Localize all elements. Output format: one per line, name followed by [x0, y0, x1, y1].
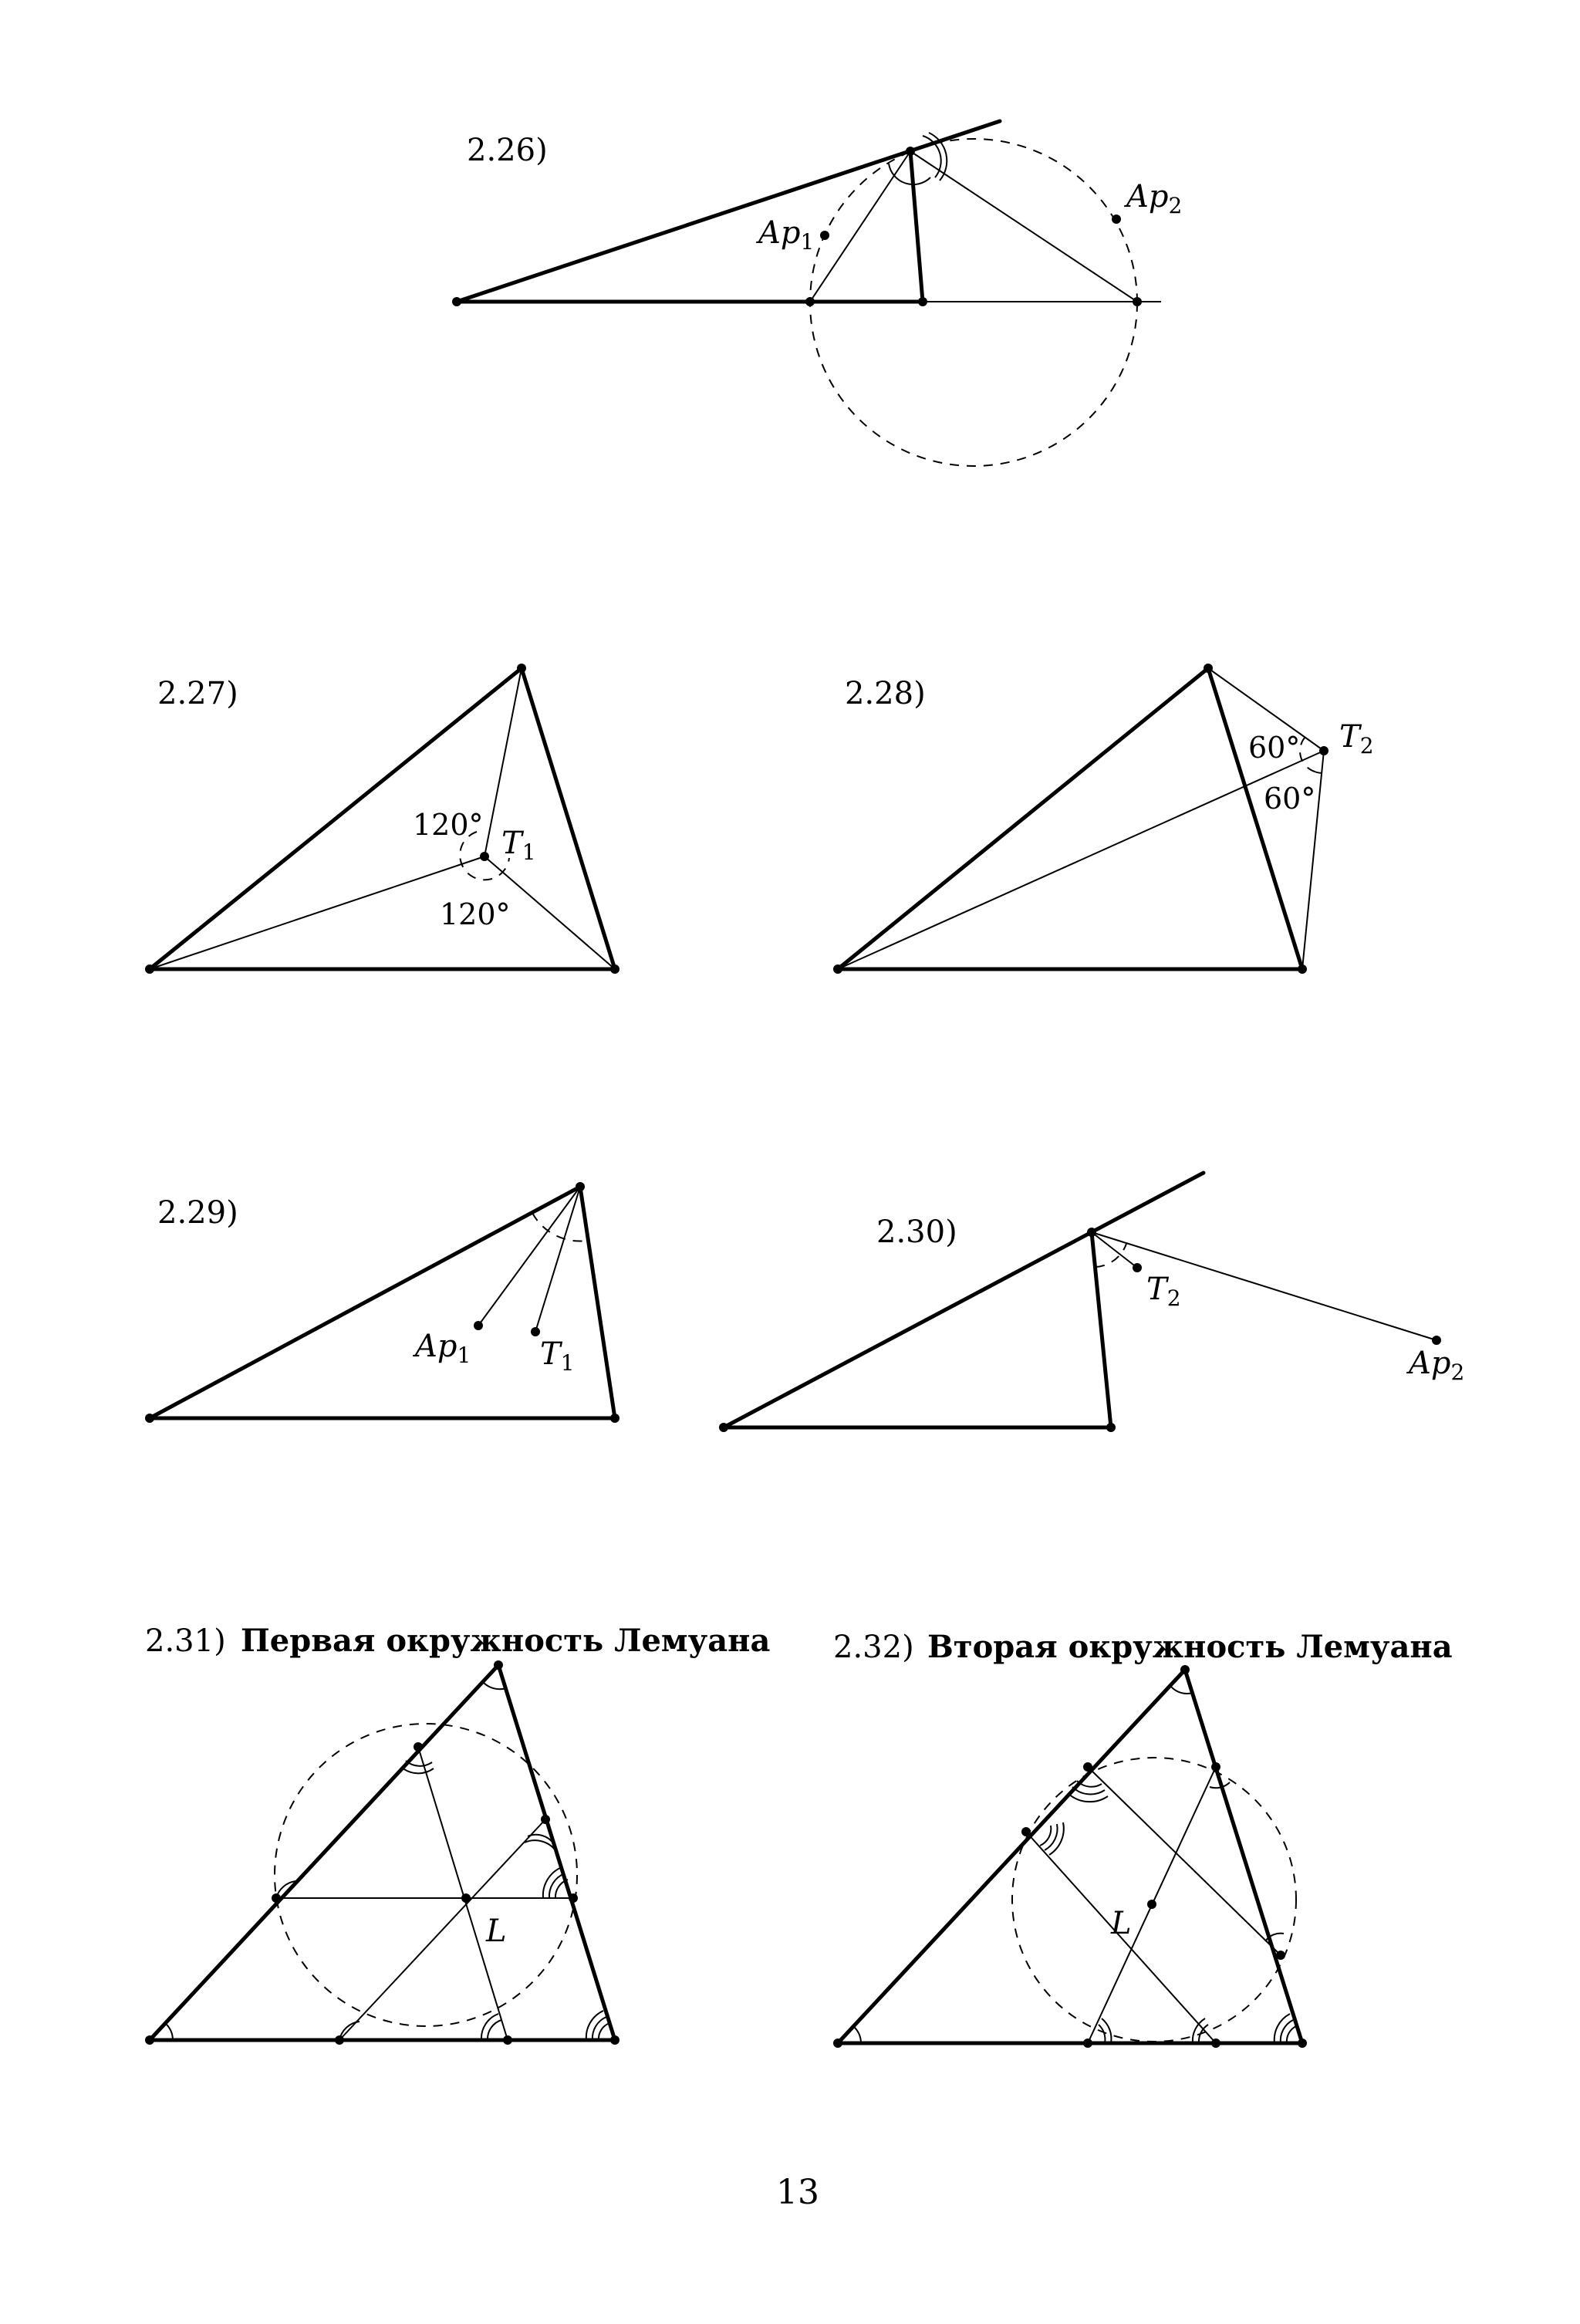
- point-2-29-c: [610, 1414, 620, 1423]
- point-2-26-top: [906, 147, 915, 156]
- point-2-26-d: [1133, 297, 1142, 306]
- point-t1-2-29: [531, 1327, 540, 1336]
- point-2-30-b: [1106, 1423, 1116, 1432]
- label-t1-2-27: $T_1$: [501, 826, 536, 865]
- point-2-31-f: [541, 1815, 550, 1824]
- figure-2-28: [833, 664, 1374, 974]
- parallel-left-2-31: [339, 1819, 545, 2040]
- line-t1-left-2-27: [150, 856, 484, 969]
- page-number: 13: [776, 2173, 819, 2212]
- line-left-2-26: [810, 151, 910, 302]
- problem-2-30-number: 2.30): [876, 1214, 957, 1250]
- figure-2-27: [145, 664, 620, 974]
- problem-2-29-number: 2.29): [157, 1195, 238, 1231]
- angle-p4b-2-31: [481, 2014, 498, 2040]
- label-ap1-2-29: $Ap_1$: [415, 1329, 471, 1368]
- angle-c1-2-32: [1287, 2026, 1296, 2043]
- point-2-30-a: [719, 1423, 728, 1432]
- point-t2-2-30: [1133, 1263, 1142, 1272]
- point-2-29-a: [145, 1414, 154, 1423]
- point-2-31-e: [272, 1893, 281, 1903]
- angle-p4-2-31: [488, 2020, 501, 2040]
- point-2-27-b: [517, 664, 526, 673]
- point-2-31-b: [494, 1660, 503, 1670]
- line-ap2-2-30: [1092, 1232, 1437, 1340]
- point-2-31-c: [610, 2035, 620, 2045]
- bisector-2-26: [910, 151, 923, 302]
- point-l-2-31: [461, 1893, 471, 1903]
- angle-p5c-2-31: [543, 1867, 562, 1898]
- problem-2-32-number: 2.32): [833, 1630, 914, 1665]
- point-l-2-32: [1147, 1900, 1156, 1909]
- label-60-top-2-28: 60°: [1248, 731, 1301, 765]
- problem-2-27-number: 2.27): [157, 676, 238, 711]
- point-2-31-a: [145, 2035, 154, 2045]
- point-2-32-f: [1021, 1827, 1031, 1836]
- angle-p1b-2-31: [401, 1767, 434, 1773]
- point-2-28-c: [1298, 964, 1307, 974]
- point-2-26-a: [452, 297, 461, 306]
- angle-p3-2-32: [1099, 2025, 1105, 2043]
- triangle-2-31: [150, 1665, 615, 2040]
- point-2-32-h: [1083, 2039, 1092, 2048]
- figure-2-29: [145, 1182, 620, 1423]
- point-2-30-top: [1087, 1228, 1096, 1237]
- point-2-32-d: [1083, 1762, 1092, 1772]
- line-t2-left-2-28: [838, 751, 1324, 969]
- problem-2-31-number: 2.31): [145, 1623, 226, 1659]
- label-ap1-2-26: $Ap_1$: [758, 215, 815, 255]
- side-segment-2-30: [1092, 1232, 1111, 1427]
- point-2-32-i: [1211, 2039, 1220, 2048]
- figure-2-30: [719, 1173, 1464, 1432]
- label-l-2-32: L: [1111, 1906, 1132, 1941]
- point-t2-2-28: [1319, 746, 1328, 755]
- angle-c3-2-31: [586, 2011, 603, 2040]
- problem-2-26-number: 2.26): [467, 133, 548, 168]
- angle-a-2-32: [853, 2026, 861, 2043]
- point-ap1-2-26: [820, 231, 829, 240]
- angle-a-2-31: [165, 2023, 173, 2040]
- triangle-2-32: [838, 1670, 1302, 2043]
- point-2-32-a: [833, 2039, 842, 2048]
- figure-2-32: [833, 1629, 1453, 2048]
- point-2-26-b: [805, 297, 815, 306]
- label-t2-2-30: $T_2$: [1146, 1272, 1181, 1311]
- point-2-32-e: [1211, 1762, 1220, 1772]
- angle-c1-2-31: [599, 2023, 609, 2040]
- point-ap2-2-30: [1432, 1336, 1441, 1345]
- figure-2-31: [145, 1623, 770, 2045]
- triangle-2-28: [838, 668, 1302, 969]
- point-2-29-b: [576, 1182, 585, 1191]
- label-ap2-2-30: $Ap_2$: [1409, 1346, 1465, 1385]
- label-l-2-31: L: [486, 1914, 507, 1949]
- point-2-28-a: [833, 964, 842, 974]
- line-ap1-2-29: [478, 1187, 580, 1326]
- point-2-32-b: [1180, 1665, 1190, 1674]
- point-2-32-c: [1298, 2039, 1307, 2048]
- label-t2-2-28: $T_2$: [1339, 719, 1374, 758]
- triangle-2-27: [150, 668, 615, 969]
- label-120-bottom-2-27: 120°: [440, 897, 511, 931]
- angle-p2-2-32: [1040, 1826, 1051, 1846]
- point-2-27-a: [145, 964, 154, 974]
- label-120-top-2-27: 120°: [413, 808, 484, 842]
- angle-p6b-2-31: [525, 1840, 555, 1850]
- problem-2-31-title: Первая окружность Лемуана: [241, 1623, 771, 1659]
- point-2-32-g: [1276, 1951, 1285, 1960]
- label-ap2-2-26: $Ap_2$: [1126, 179, 1183, 218]
- point-2-31-d: [414, 1742, 423, 1751]
- label-60-bottom-2-28: 60°: [1264, 782, 1316, 816]
- point-2-26-c: [918, 297, 927, 306]
- problem-2-32-title: Вторая окружность Лемуана: [927, 1629, 1453, 1665]
- point-t1-2-27: [480, 852, 489, 861]
- point-2-28-b: [1204, 664, 1213, 673]
- point-2-31-h: [335, 2035, 344, 2045]
- tangent-line-2-30: [724, 1173, 1204, 1427]
- point-ap2-2-26: [1112, 214, 1121, 224]
- problem-2-28-number: 2.28): [845, 676, 926, 711]
- parallel-right-2-31: [418, 1747, 508, 2040]
- point-2-27-c: [610, 964, 620, 974]
- label-t1-2-29: $T_1$: [540, 1336, 575, 1376]
- point-ap1-2-29: [474, 1321, 483, 1330]
- point-2-31-i: [503, 2035, 512, 2045]
- point-2-31-g: [569, 1893, 578, 1903]
- figure-2-26: [452, 121, 1182, 466]
- angle-arc-2-29: [532, 1213, 586, 1241]
- line-t2-2-30: [1092, 1232, 1137, 1268]
